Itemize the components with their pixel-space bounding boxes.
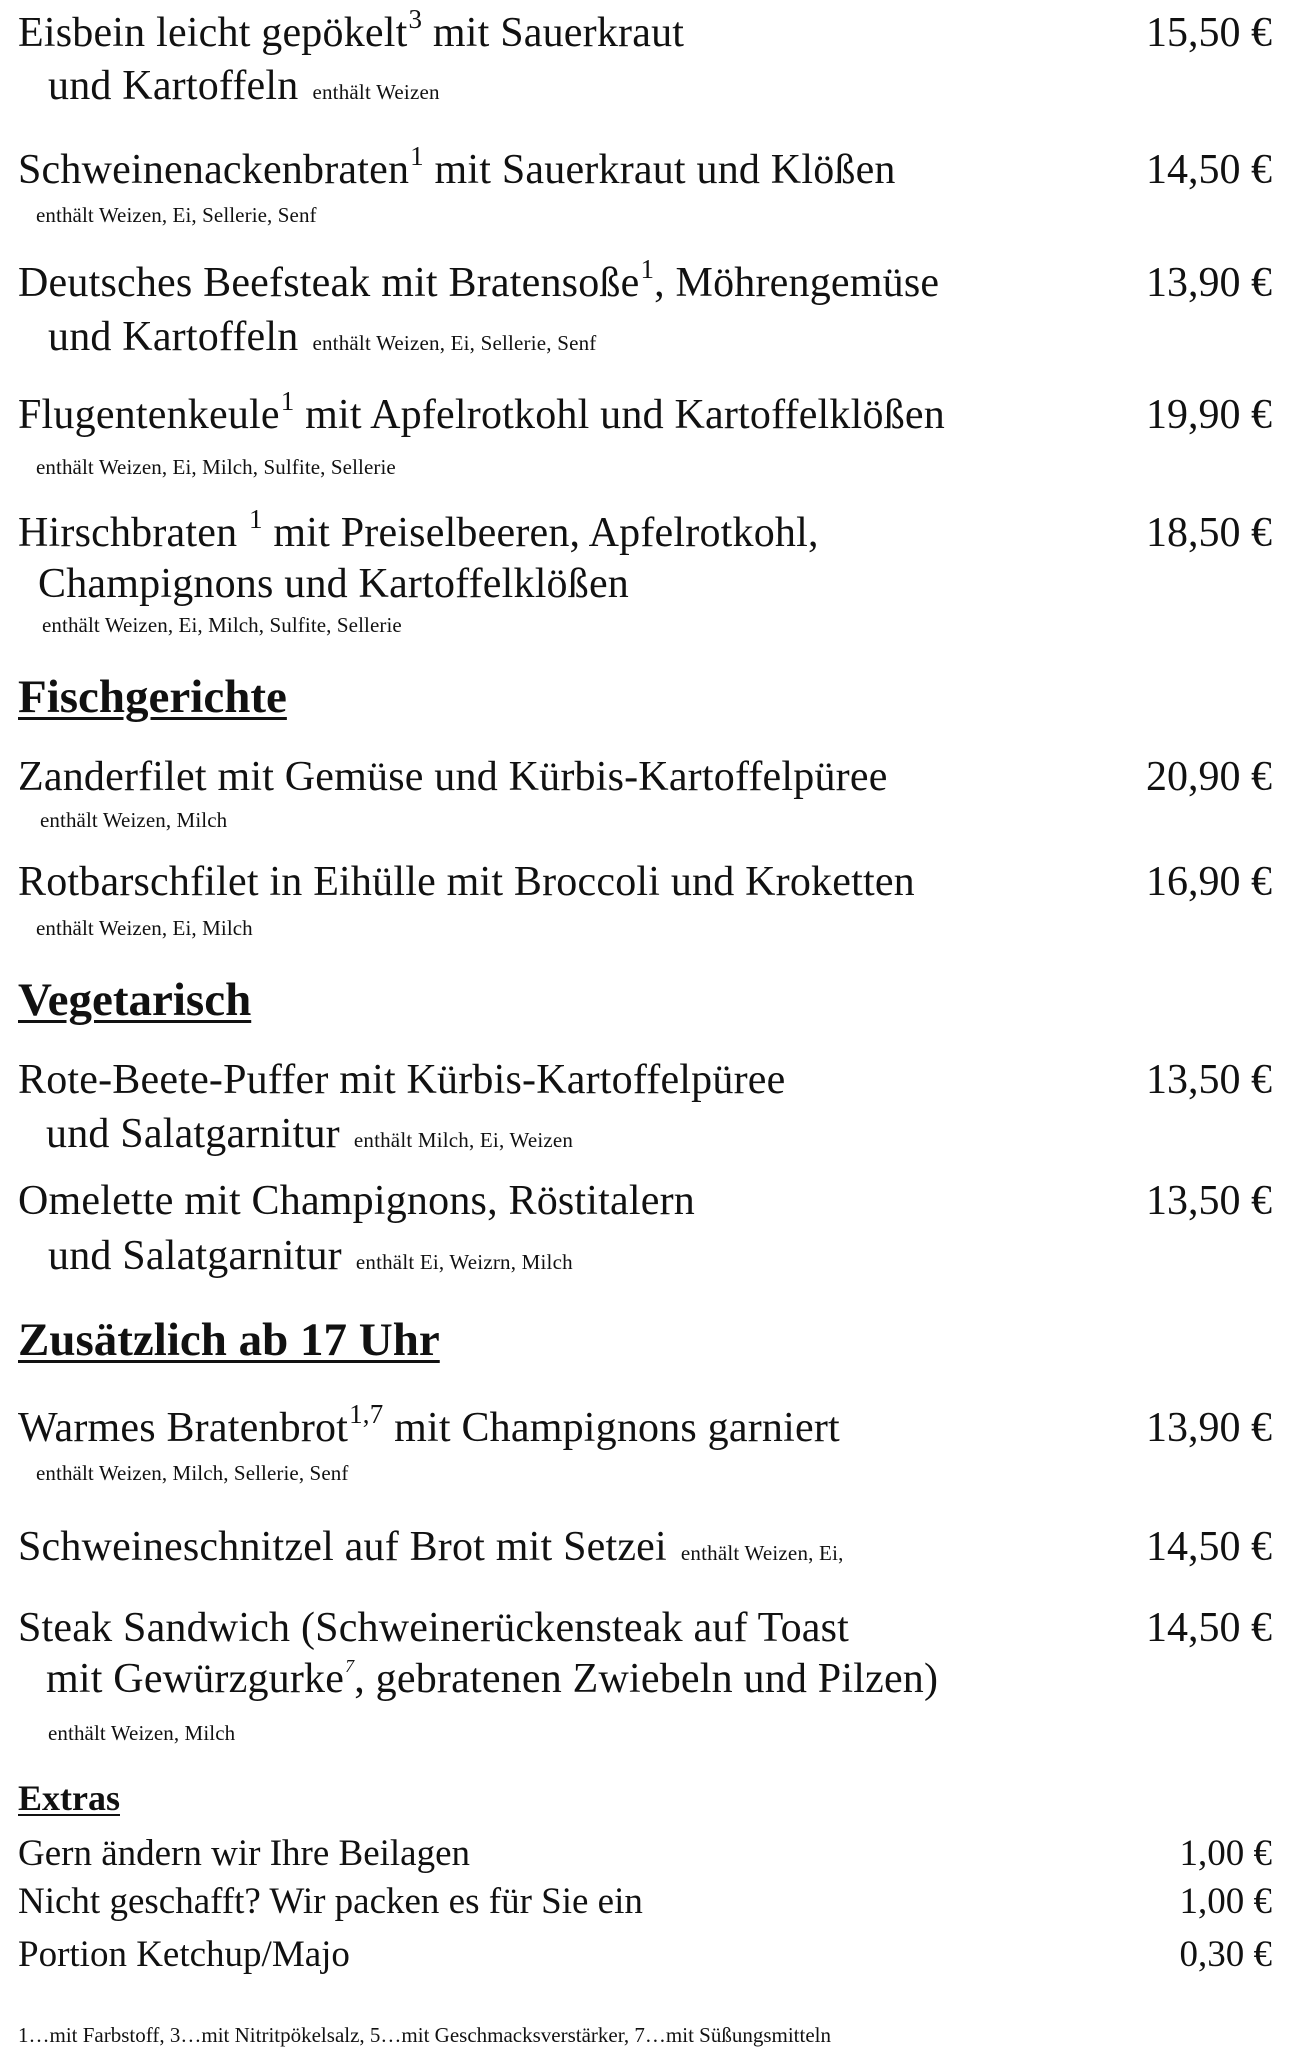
additive-footnote-marker: 7	[345, 1656, 355, 1676]
allergen-note: enthält Weizen, Ei, Milch	[36, 916, 253, 940]
dish-price: 13,50 €	[1146, 1057, 1272, 1103]
dish-name: Rote-Beete-Puffer mit Kürbis-Kartoffelpüree	[18, 1057, 786, 1103]
allergen-note: enthält Weizen, Ei, Milch, Sulfite, Sellerie	[36, 455, 396, 479]
dish-name	[18, 141, 896, 193]
dish-price: 13,90 €	[1146, 260, 1272, 306]
dish-name	[18, 386, 945, 438]
extra-item-price: 1,00 €	[1179, 1833, 1272, 1874]
dish-price: 19,90 €	[1146, 392, 1272, 438]
section-heading-vegetarian: Vegetarisch	[18, 974, 252, 1026]
dish-name-text: Hirschbraten	[18, 510, 249, 556]
dish-name-continuation	[48, 1235, 573, 1277]
dish-price: 14,50 €	[1146, 1524, 1272, 1570]
section-heading-fish: Fischgerichte	[18, 671, 287, 723]
dish-name-text: und Kartoffeln	[48, 63, 299, 109]
allergen-note: enthält Weizen, Ei, Milch, Sulfite, Sellerie	[42, 613, 402, 637]
dish-name	[18, 504, 819, 556]
dish-name	[18, 1399, 840, 1451]
allergen-note: enthält Weizen, Ei,	[680, 1541, 844, 1565]
dish-name	[18, 254, 940, 306]
additive-footnote-marker: 1	[640, 254, 655, 284]
additives-footnote: 1…mit Farbstoff, 3…mit Nitritpökelsalz, 5…mit Geschmacksverstärker, 7…mit Süßungsmitteln	[18, 2023, 832, 2047]
dish-name-text: , Möhrengemüse	[654, 260, 940, 306]
dish-name-text: Deutsches Beefsteak mit Bratensoße	[18, 260, 640, 306]
allergen-note: enthält Weizen, Ei, Sellerie, Senf	[36, 203, 317, 227]
additive-footnote-marker: 1	[410, 141, 424, 171]
extra-item-price: 1,00 €	[1179, 1881, 1272, 1922]
dish-name-text: mit Sauerkraut	[422, 10, 685, 56]
dish-name-continuation	[48, 65, 440, 107]
dish-name-continuation	[46, 1658, 938, 1700]
extra-item-label: Portion Ketchup/Majo	[18, 1934, 350, 1975]
additive-footnote-marker: 1	[280, 386, 295, 416]
allergen-note: enthält Milch, Ei, Weizen	[353, 1128, 574, 1152]
additive-footnote-marker: 3	[408, 4, 423, 34]
dish-name	[18, 1526, 844, 1568]
dish-name-text: und Salatgarnitur	[48, 1233, 342, 1279]
dish-name-text: und Kartoffeln	[48, 314, 299, 360]
dish-name	[18, 4, 685, 56]
dish-name-text: mit Gewürzgurke	[46, 1656, 345, 1702]
allergen-note: enthält Weizen, Ei, Sellerie, Senf	[312, 331, 597, 355]
dish-price: 16,90 €	[1146, 859, 1272, 905]
dish-price: 18,50 €	[1146, 510, 1272, 556]
dish-name: Zanderfilet mit Gemüse und Kürbis-Kartoffelpüree	[18, 754, 888, 800]
dish-price: 14,50 €	[1146, 1605, 1272, 1651]
dish-price: 13,50 €	[1146, 1178, 1272, 1224]
dish-name-text: Schweineschnitzel auf Brot mit Setzei	[18, 1524, 667, 1570]
allergen-note: enthält Weizen, Milch	[48, 1721, 236, 1745]
dish-name-text: und Salatgarnitur	[46, 1111, 340, 1157]
dish-name-text: mit Sauerkraut und Klößen	[423, 147, 896, 193]
dish-name-text: , gebratenen Zwiebeln und Pilzen)	[354, 1656, 939, 1702]
allergen-note: enthält Weizen, Milch, Sellerie, Senf	[36, 1461, 349, 1485]
dish-name-text: Schweinenackenbraten	[18, 147, 410, 193]
dish-name-text: Flugentenkeule	[18, 392, 280, 438]
dish-name-text: mit Apfelrotkohl und Kartoffelklößen	[294, 392, 945, 438]
dish-price: 13,90 €	[1146, 1405, 1272, 1451]
extra-item-price: 0,30 €	[1179, 1934, 1272, 1975]
dish-name: Omelette mit Champignons, Röstitalern	[18, 1178, 695, 1224]
extra-item-label: Gern ändern wir Ihre Beilagen	[18, 1833, 471, 1874]
dish-name: Steak Sandwich (Schweinerückensteak auf Toast	[18, 1605, 850, 1651]
dish-name: Rotbarschfilet in Eihülle mit Broccoli und Kroketten	[18, 859, 915, 905]
section-heading-extras: Extras	[18, 1778, 120, 1818]
additive-footnote-marker: 1	[249, 504, 263, 534]
dish-name-text: mit Champignons garniert	[383, 1405, 840, 1451]
allergen-note: enthält Weizen, Milch	[40, 808, 228, 832]
allergen-note: enthält Weizen	[312, 80, 440, 104]
dish-price: 20,90 €	[1146, 754, 1272, 800]
dish-name-continuation: Champignons und Kartoffelklößen	[38, 561, 630, 607]
dish-name-continuation	[46, 1113, 573, 1155]
section-heading-evening: Zusätzlich ab 17 Uhr	[18, 1314, 440, 1366]
dish-name-text: mit Preiselbeeren, Apfelrotkohl,	[262, 510, 819, 556]
dish-name-text: Warmes Bratenbrot	[18, 1405, 349, 1451]
extra-item-label: Nicht geschafft? Wir packen es für Sie ein	[18, 1881, 643, 1922]
dish-price: 14,50 €	[1146, 147, 1272, 193]
dish-price: 15,50 €	[1146, 10, 1272, 56]
dish-name-continuation	[48, 316, 597, 358]
additive-footnote-marker: 1,7	[349, 1399, 384, 1429]
dish-name-text: Eisbein leicht gepökelt	[18, 10, 408, 56]
allergen-note: enthält Ei, Weizrn, Milch	[355, 1250, 573, 1274]
